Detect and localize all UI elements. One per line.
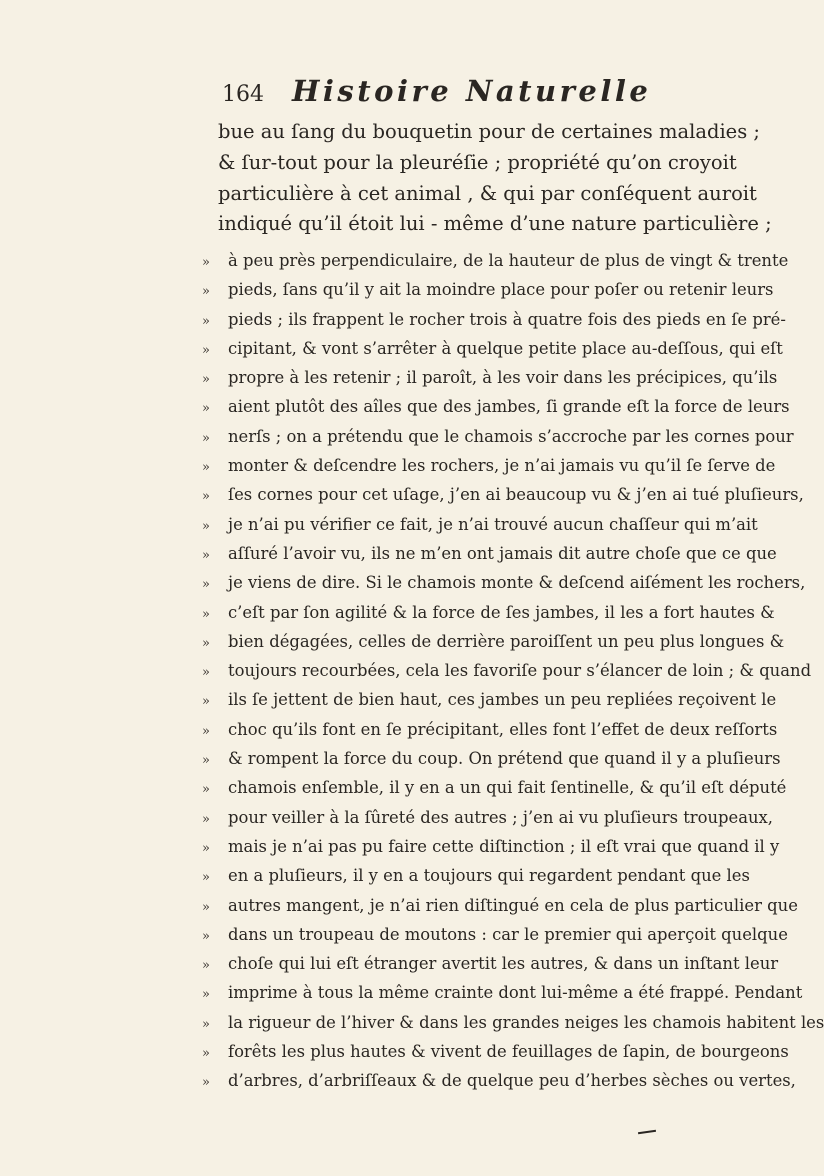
quotation-mark: »: [202, 313, 210, 329]
quote-line-text: ſes cornes pour cet uſage, j’en ai beaucoup vu & j’en ai tué pluſieurs,: [228, 485, 804, 505]
quote-line: [202, 895, 798, 925]
quote-line: [202, 514, 758, 544]
quotation-mark: »: [202, 518, 210, 534]
quotation-mark: »: [202, 899, 210, 915]
quote-line: [202, 749, 781, 778]
quote-line-text: choc qu’ils font en ſe précipitant, elles font l’effet de deux reſſorts: [228, 719, 778, 739]
quote-line-text: mais je n’ai pas pu faire cette diſtinction ; il eſt vrai que quand il y: [228, 836, 780, 856]
quote-line-text: forêts les plus hautes & vivent de feuillages de ſapin, de bourgeons: [228, 1042, 789, 1062]
quoted-passage: [202, 251, 824, 1101]
quote-line: [202, 631, 785, 661]
quote-line-text: dans un troupeau de moutons : car le premier qui aperçoit quelque: [228, 924, 788, 944]
quotation-mark: »: [202, 606, 210, 622]
quotation-mark: »: [202, 577, 210, 593]
quote-line: [202, 368, 778, 397]
intro-line: particulière à cet animal , & qui par conſéquent auroit: [218, 181, 757, 205]
quote-line: [202, 280, 774, 309]
quotation-mark: »: [202, 987, 210, 1003]
quote-line: [202, 866, 750, 895]
quote-line-text: pieds, ſans qu’il y ait la moindre place pour poſer ou retenir leurs: [228, 280, 774, 300]
quote-line-text: la rigueur de l’hiver & dans les grandes neiges les chamois habitent les: [228, 1012, 824, 1032]
quote-line-text: je n’ai pu vérifier ce fait, je n’ai trouvé aucun chaſſeur qui m’ait: [228, 514, 758, 534]
quotation-mark: »: [202, 1016, 210, 1032]
quotation-mark: »: [202, 255, 210, 270]
running-title: Histoire Naturelle: [292, 74, 652, 108]
quotation-mark: »: [202, 284, 210, 300]
quote-line-text: & rompent la force du coup. On prétend que quand il y a pluſieurs: [228, 749, 781, 769]
quote-line: [202, 661, 812, 690]
quotation-mark: »: [202, 401, 210, 417]
quotation-mark: »: [202, 782, 210, 798]
quote-line: [202, 251, 789, 280]
quotation-mark: »: [202, 694, 210, 710]
quote-line-text: pieds ; ils frappent le rocher trois à quatre fois des pieds en ſe pré-: [228, 309, 786, 329]
quote-line: [202, 836, 780, 866]
quote-line: [202, 778, 787, 807]
quote-line: [202, 426, 794, 456]
quotation-mark: »: [202, 870, 210, 886]
quote-line-text: choſe qui lui eſt étranger avertit les autres, & dans un inſtant leur: [228, 954, 779, 974]
quote-line: [202, 309, 786, 339]
quotation-mark: »: [202, 342, 210, 358]
quote-line: [202, 1012, 824, 1042]
quote-line: [202, 485, 804, 514]
quote-line: [202, 543, 777, 573]
intro-line: indiqué qu’il étoit lui - même d’une nature particulière ;: [218, 212, 772, 236]
quote-line-text: cipitant, & vont s’arrêter à quelque petite place au-deſſous, qui eſt: [228, 338, 783, 358]
quotation-mark: »: [202, 811, 210, 827]
quote-line: [202, 1071, 796, 1100]
quotation-mark: »: [202, 635, 210, 651]
quotation-mark: »: [202, 460, 210, 476]
quote-line-text: imprime à tous la même crainte dont lui-même a été frappé. Pendant: [228, 983, 803, 1003]
quote-line-text: toujours recourbées, cela les favoriſe pour s’élancer de loin ; & quand: [228, 661, 812, 681]
quote-line: [202, 397, 790, 426]
quote-line-text: d’arbres, d’arbriſſeaux & de quelque peu d’herbes sèches ou vertes,: [228, 1071, 796, 1091]
quote-line-text: propre à les retenir ; il paroît, à les voir dans les précipices, qu’ils: [228, 368, 778, 388]
quote-line: [202, 719, 778, 749]
quotation-mark: »: [202, 928, 210, 944]
quote-line-text: pour veiller à la ſûreté des autres ; j’en ai vu pluſieurs troupeaux,: [228, 807, 774, 827]
quote-line: [202, 1042, 789, 1071]
quote-line: [202, 983, 803, 1012]
quotation-mark: »: [202, 958, 210, 974]
quotation-mark: »: [202, 430, 210, 446]
quotation-mark: »: [202, 840, 210, 856]
quotation-mark: »: [202, 372, 210, 388]
quote-line: [202, 573, 806, 602]
quote-line-text: aient plutôt des aîles que des jambes, ſi grande eſt la force de leurs: [228, 397, 790, 417]
quote-line: [202, 690, 777, 719]
quote-line-text: nerſs ; on a prétendu que le chamois s’accroche par les cornes pour: [228, 426, 794, 446]
quote-line: [202, 954, 779, 983]
quote-line: [202, 602, 775, 632]
page-header: [222, 74, 662, 114]
quote-line-text: à peu près perpendiculaire, de la hauteur de plus de vingt & trente: [228, 251, 789, 270]
quote-line-text: je viens de dire. Si le chamois monte & deſcend aiſément les rochers,: [228, 573, 806, 593]
quotation-mark: »: [202, 1075, 210, 1091]
quote-line-text: ils ſe jettent de bien haut, ces jambes un peu repliées reçoivent le: [228, 690, 777, 710]
quote-line: [202, 456, 776, 485]
intro-line: & ſur-tout pour la pleuréſie ; propriété qu’on croyoit: [218, 150, 737, 174]
quote-line-text: monter & deſcendre les rochers, je n’ai jamais vu qu’il ſe ſerve de: [228, 456, 776, 476]
quote-line-text: chamois enſemble, il y en a un qui fait ſentinelle, & qu’il eſt député: [228, 778, 787, 798]
quotation-mark: »: [202, 547, 210, 563]
quotation-mark: »: [202, 753, 210, 769]
quote-line-text: c’eſt par ſon agilité & la force de ſes jambes, il les a fort hautes &: [228, 602, 775, 622]
quote-line-text: en a pluſieurs, il y en a toujours qui regardent pendant que les: [228, 866, 750, 886]
page-number: 164: [222, 82, 264, 107]
quote-line-text: autres mangent, je n’ai rien diſtingué en cela de plus particulier que: [228, 895, 798, 915]
quotation-mark: »: [202, 1046, 210, 1062]
quote-line-text: aſſuré l’avoir vu, ils ne m’en ont jamais dit autre choſe que ce que: [228, 543, 777, 563]
quote-line-text: bien dégagées, celles de derrière paroiſſent un peu plus longues &: [228, 631, 785, 651]
intro-line: bue au ſang du bouquetin pour de certaines maladies ;: [218, 120, 761, 143]
quote-line: [202, 338, 783, 368]
quote-line: [202, 807, 774, 837]
printer-mark: [638, 1130, 656, 1134]
quotation-mark: »: [202, 665, 210, 681]
intro-paragraph: [218, 117, 772, 240]
quote-line: [202, 924, 788, 954]
quotation-mark: »: [202, 489, 210, 505]
quotation-mark: »: [202, 723, 210, 739]
